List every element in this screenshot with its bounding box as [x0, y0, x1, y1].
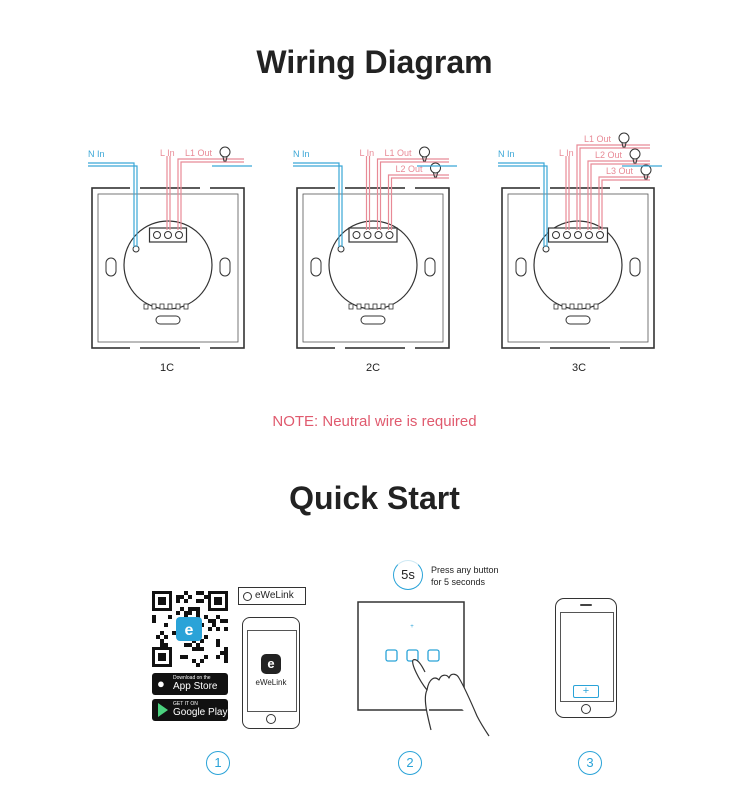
terminal-screw	[553, 232, 560, 239]
svg-text:+: +	[410, 624, 414, 630]
terminal-screw	[176, 232, 183, 239]
timer-text: 5s	[401, 567, 415, 582]
label-l-in: L In	[359, 148, 375, 158]
step-1-badge: 1	[206, 751, 230, 775]
home-button-icon	[581, 704, 591, 714]
mount-lug	[311, 258, 321, 276]
label-n-in: N In	[293, 149, 310, 159]
bulb-icon	[431, 163, 441, 173]
quick-start-title: Quick Start	[289, 480, 460, 516]
mount-lug	[425, 258, 435, 276]
step-2-badge: 2	[398, 751, 422, 775]
phone-app	[242, 617, 300, 729]
step-3-badge: 3	[578, 751, 602, 775]
label-out-1: L1 Out	[384, 148, 412, 158]
caption-2c: 2C	[365, 362, 381, 374]
terminal-screw	[364, 232, 371, 239]
label-out-1: L1 Out	[584, 134, 612, 144]
qr-code	[150, 589, 230, 669]
terminal-screw	[575, 232, 582, 239]
mount-lug	[630, 258, 640, 276]
label-out-1: L1 Out	[185, 148, 213, 158]
app-store-badge[interactable]	[152, 673, 228, 695]
search-icon	[243, 592, 252, 601]
terminal-screw	[564, 232, 571, 239]
search-box[interactable]	[238, 587, 306, 605]
mount-lug	[566, 316, 590, 324]
wiring-diagram-title: Wiring Diagram	[256, 44, 493, 80]
terminal-screw	[597, 232, 604, 239]
add-device-button[interactable]: +	[573, 685, 599, 698]
neutral-wire-note: NOTE: Neutral wire is required	[272, 413, 477, 430]
mount-lug	[361, 316, 385, 324]
caption-1c: 1C	[159, 362, 175, 374]
press-line2: for 5 seconds	[431, 577, 486, 587]
terminal-screw	[386, 232, 393, 239]
label-n-in: N In	[88, 149, 105, 159]
wiring-diagrams	[0, 130, 749, 360]
label-out-3: L3 Out	[606, 166, 634, 176]
play-icon	[158, 703, 168, 717]
google-play-big: Google Play	[173, 707, 228, 718]
switch-press-illustration	[355, 598, 495, 738]
mount-lug	[106, 258, 116, 276]
bulb-icon	[630, 149, 640, 159]
label-out-2: L2 Out	[595, 150, 623, 160]
svg-text:e: e	[184, 622, 194, 639]
terminal-screw	[353, 232, 360, 239]
google-play-badge[interactable]	[152, 699, 228, 721]
bulb-icon	[420, 147, 430, 157]
bulb-icon	[619, 133, 629, 143]
label-out-2: L2 Out	[395, 164, 423, 174]
app-store-big: App Store	[173, 681, 218, 692]
press-line1: Press any button	[431, 565, 499, 575]
terminal-screw	[586, 232, 593, 239]
phone-add-device	[555, 598, 617, 718]
google-play-small: GET IT ON	[173, 701, 198, 707]
mount-lug	[220, 258, 230, 276]
press-instruction	[431, 564, 499, 588]
label-l-in: L In	[160, 148, 175, 158]
mount-lug	[516, 258, 526, 276]
app-name: eWeLink	[255, 678, 287, 687]
terminal-screw	[375, 232, 382, 239]
terminal-screw	[154, 232, 161, 239]
caption-3c: 3C	[571, 362, 587, 374]
terminal-screw	[165, 232, 172, 239]
label-n-in: N In	[498, 149, 515, 159]
bulb-icon	[220, 147, 230, 157]
hand-icon	[413, 660, 489, 736]
apple-icon: ●	[157, 676, 165, 691]
home-button-icon	[266, 714, 276, 724]
label-l-in: L In	[559, 148, 574, 158]
search-text: eWeLink	[255, 590, 294, 601]
ewelink-logo-icon: e	[261, 654, 281, 674]
mount-lug	[156, 316, 180, 324]
step1-group	[150, 585, 310, 735]
app-store-small: Download on the	[173, 675, 211, 681]
timer-icon	[393, 560, 423, 590]
